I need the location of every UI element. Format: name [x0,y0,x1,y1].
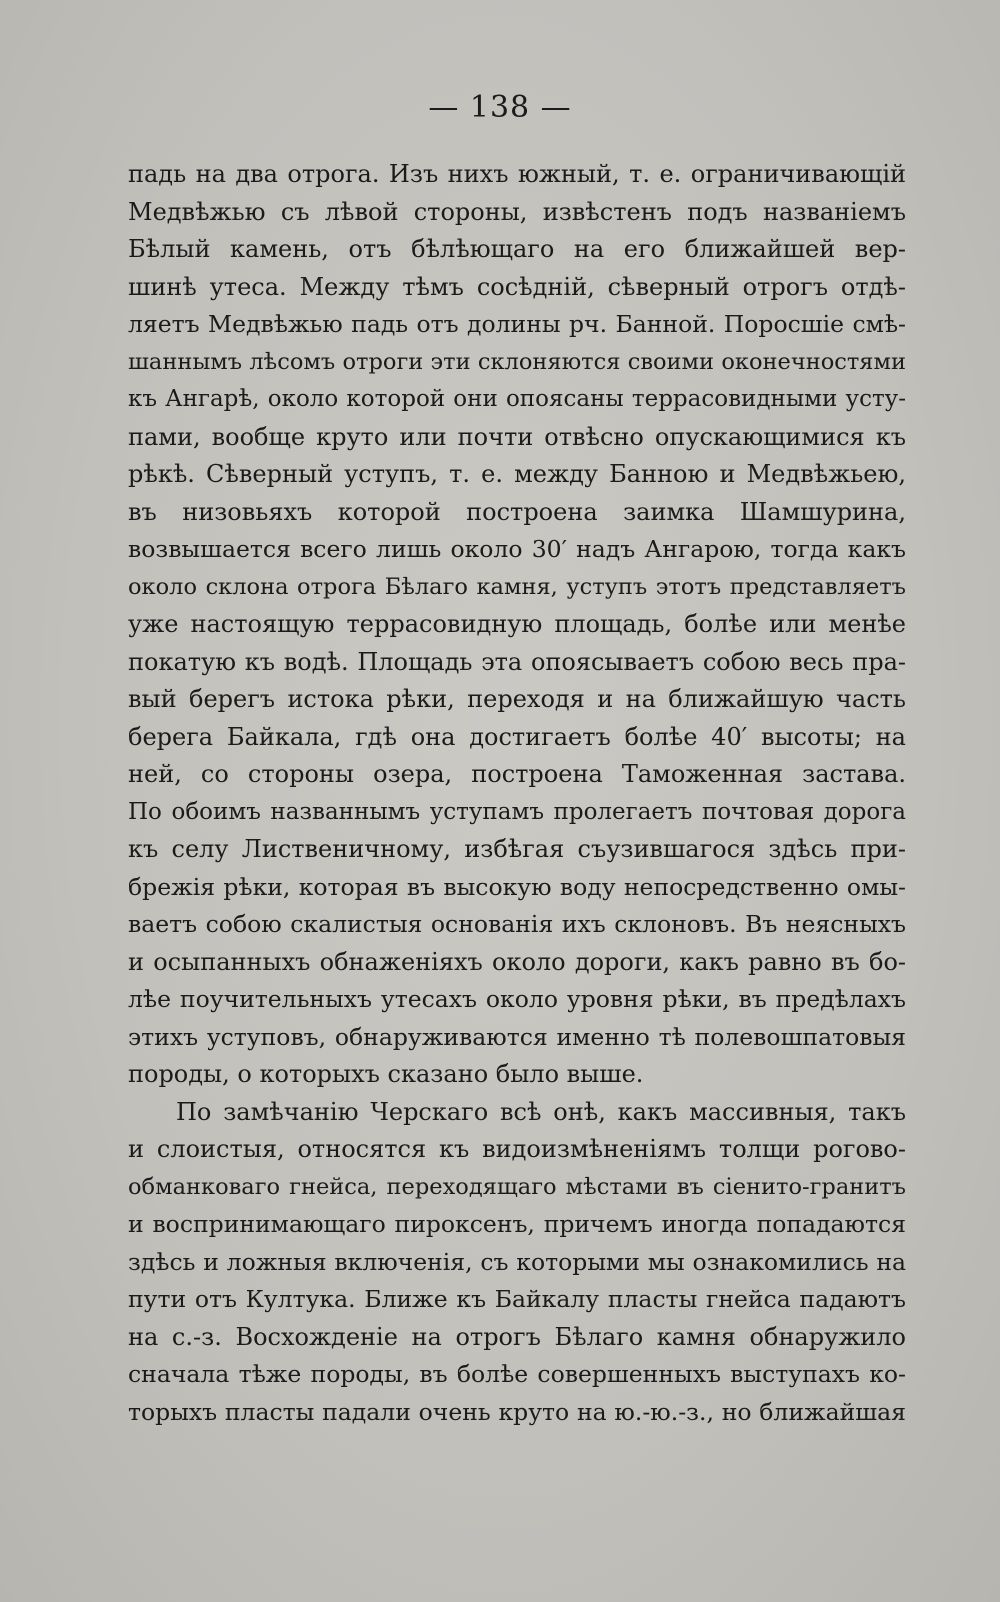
text-line: ляетъ Медвѣжью падь отъ долины рч. Банной. Поросшіе смѣ- [128,310,906,338]
text-line: и слоистыя, относятся къ видоизмѣненіямъ толщи рогово- [128,1135,906,1163]
text-line: Бѣлый камень, отъ бѣлѣющаго на его ближайшей вер- [128,235,906,263]
text-line: на с.-з. Восхожденіе на отрогъ Бѣлаго камня обнаружило [128,1322,906,1351]
text-line: рѣкѣ. Сѣверный уступъ, т. е. между Банною и Медвѣжьею, [128,460,906,488]
text-line: лѣе поучительныхъ утесахъ около уровня рѣки, въ предѣлахъ [128,985,906,1013]
text-line: породы, о которыхъ сказано было выше. [128,1060,644,1088]
text-line: обманковаго гнейса, переходящаго мѣстами въ сіенито-гранитъ [128,1173,906,1200]
text-line: торыхъ пласты падали очень круто на ю.-ю.-з., но ближайшая [128,1397,906,1426]
text-line: Медвѣжью съ лѣвой стороны, извѣстенъ подъ названіемъ [128,197,906,226]
text-line: По обоимъ названнымъ уступамъ пролегаетъ почтовая дорога [128,798,906,825]
text-line: брежія рѣки, которая въ высокую воду непосредственно омы- [128,872,906,901]
paragraph-first-line: По замѣчанію Черскаго всѣ онѣ, какъ массивныя, такъ [176,1097,906,1126]
text-line: и воспринимающаго пироксенъ, причемъ иногда попадаются [128,1210,906,1238]
text-line: пути отъ Култука. Ближе къ Байкалу пласты гнейса падаютъ [128,1285,906,1313]
body-text [128,156,906,1431]
text-line: ней, со стороны озера, построена Таможенная застава. [128,760,906,788]
text-line: къ Ангарѣ, около которой они опоясаны террасовидными усту- [128,386,906,412]
text-line: шаннымъ лѣсомъ отроги эти склоняются своими оконечностями [128,348,906,375]
text-line: къ селу Лиственичному, избѣгая съузившагося здѣсь при- [128,835,906,863]
text-line: покатую къ водѣ. Площадь эта опоясываетъ собою весь пра- [128,647,906,676]
text-line: этихъ уступовъ, обнаруживаются именно тѣ полевошпатовыя [128,1022,906,1051]
text-line: здѣсь и ложныя включенія, съ которыми мы ознакомились на [128,1247,906,1276]
text-line: около склона отрога Бѣлаго камня, уступъ этотъ представляетъ [128,573,906,600]
text-line: шинѣ утеса. Между тѣмъ сосѣдній, сѣверный отрогъ отдѣ- [128,272,906,301]
text-line: уже настоящую террасовидную площадь, болѣе или менѣе [128,610,906,638]
text-line: пами, вообще круто или почти отвѣсно опускающимися къ [128,422,906,451]
text-line: въ низовьяхъ которой построена заимка Шамшурина, [128,497,906,526]
text-line: сначала тѣже породы, въ болѣе совершенныхъ выступахъ ко- [128,1360,906,1388]
text-line: ваетъ собою скалистыя основанія ихъ склоновъ. Въ неясныхъ [128,910,906,938]
text-line: падь на два отрога. Изъ нихъ южный, т. е. ограничивающій [128,160,906,188]
text-line: и осыпанныхъ обнаженіяхъ около дороги, какъ равно въ бо- [128,947,906,976]
page-number: — 138 — [428,90,572,125]
text-line: берега Байкала, гдѣ она достигаетъ болѣе 40′ высоты; на [128,722,906,751]
text-line: вый берегъ истока рѣки, переходя и на ближайшую часть [128,685,906,713]
text-line: возвышается всего лишь около 30′ надъ Ангарою, тогда какъ [128,535,906,563]
